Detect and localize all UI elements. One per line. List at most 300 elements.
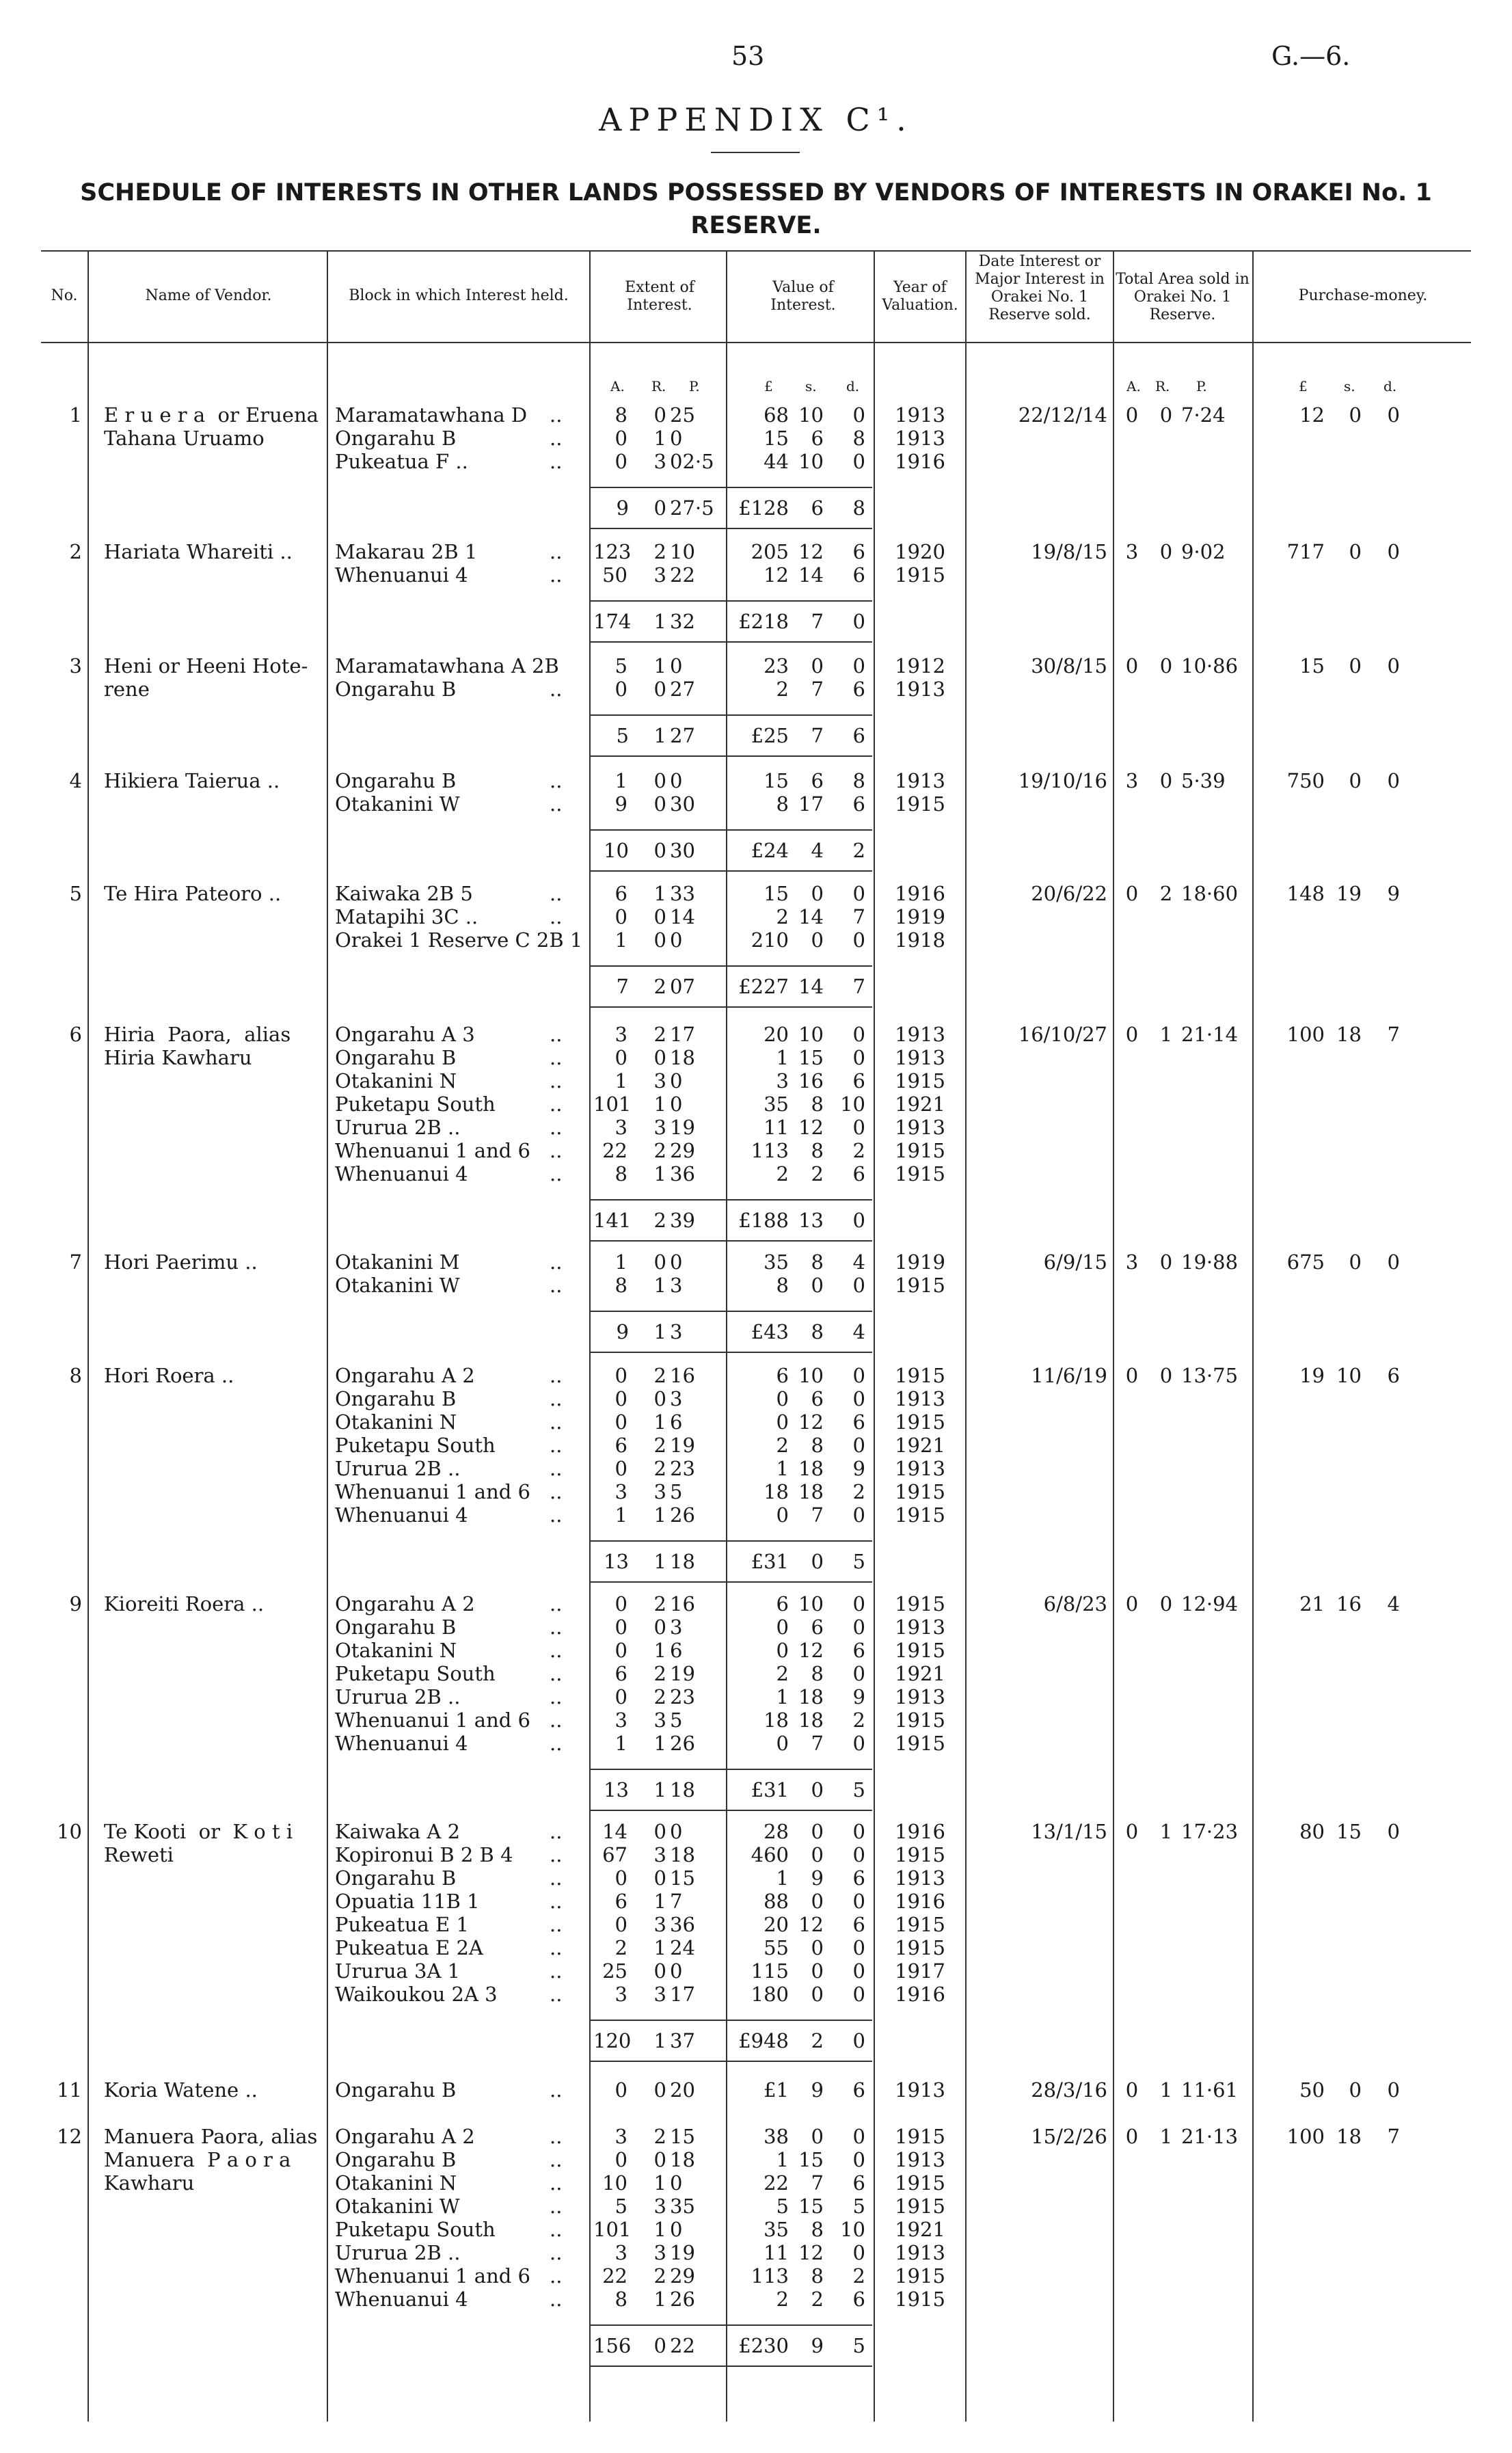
value-shillings: 10 6 12 8 18 18 7 bbox=[798, 1592, 824, 1755]
subtotal-rule bbox=[591, 1352, 872, 1353]
extent-perches: 20 bbox=[670, 2078, 695, 2102]
unit-money-pence: d. bbox=[1383, 378, 1397, 394]
area-perches: 12·94 bbox=[1181, 1592, 1239, 1616]
money-pence: 0 bbox=[1387, 769, 1400, 792]
money-shillings: 0 bbox=[1349, 540, 1362, 563]
value-pounds: 38 1 22 5 35 11 113 2 bbox=[751, 2125, 789, 2311]
area-perches: 21·14 bbox=[1181, 1023, 1239, 1046]
vendor-name: Koria Watene .. bbox=[104, 2078, 258, 2102]
subtotal-rule bbox=[591, 1810, 872, 1811]
value-pence: 8 6 bbox=[852, 769, 865, 816]
subtotal-rule bbox=[591, 528, 872, 529]
extent-acres: 3 0 1 101 3 22 8 bbox=[593, 1023, 632, 1185]
column-divider bbox=[965, 250, 967, 2422]
area-acres: 0 bbox=[1125, 882, 1139, 905]
valuation-year: 1912 1913 bbox=[895, 654, 945, 701]
leader-dots: .. .. bbox=[550, 540, 563, 587]
value-pounds: 15 2 210 bbox=[751, 882, 789, 952]
total-roods: 1 bbox=[653, 610, 666, 633]
extent-acres: 0 bbox=[615, 2078, 627, 2102]
vendor-name: E r u e r a or Eruena Tahana Uruamo bbox=[104, 403, 319, 450]
vendor-number: 10 bbox=[57, 1820, 82, 1843]
series-code: G.—6. bbox=[1271, 41, 1351, 71]
value-pence: 0 6 bbox=[852, 654, 865, 701]
block-names: Ongarahu B Otakanini W bbox=[335, 769, 460, 816]
area-roods: 0 bbox=[1159, 1364, 1173, 1387]
extent-perches: 10 22 bbox=[670, 540, 695, 587]
total-pence: 5 bbox=[852, 2334, 865, 2357]
unit-area-acres: A. bbox=[1126, 378, 1141, 394]
area-perches: 17·23 bbox=[1181, 1820, 1239, 1843]
value-shillings: 10 6 12 8 18 18 7 bbox=[798, 1364, 824, 1527]
value-pence: 0 0 6 0 9 2 0 bbox=[852, 1592, 865, 1755]
vendor-name: Hiria Paora, alias Hiria Kawharu bbox=[104, 1023, 291, 1069]
total-roods: 1 bbox=[653, 1778, 666, 1801]
value-pence: 0 0 6 5 10 0 2 6 bbox=[840, 2125, 865, 2311]
sale-date: 20/6/22 bbox=[1031, 882, 1107, 905]
subtotal-rule bbox=[591, 600, 872, 602]
block-names: Kaiwaka A 2 Kopironui B 2 B 4 Ongarahu B Opuatia 11B 1 Pukeatua E 1 Pukeatua E 2A Ururua 3A 1 Waikoukou 2A 3 bbox=[335, 1820, 513, 2006]
sale-date: 13/1/15 bbox=[1031, 1820, 1107, 1843]
area-acres: 0 bbox=[1125, 1364, 1139, 1387]
leader-dots: .. .. .. .. .. .. .. bbox=[550, 1023, 563, 1185]
column-divider bbox=[1113, 250, 1114, 2422]
extent-roods: 0 bbox=[653, 2078, 666, 2102]
money-pounds: 675 bbox=[1286, 1250, 1325, 1274]
total-perches: 22 bbox=[670, 2334, 695, 2357]
value-pence: 0 0 6 0 9 2 0 bbox=[852, 1364, 865, 1527]
sale-date: 6/9/15 bbox=[1043, 1250, 1107, 1274]
extent-roods: 0 3 0 1 3 1 0 3 bbox=[653, 1820, 666, 2006]
subtotal-rule bbox=[591, 870, 872, 872]
leader-dots: .. .. bbox=[550, 882, 563, 928]
subtotal-rule bbox=[591, 1311, 872, 1312]
vendor-number: 9 bbox=[69, 1592, 82, 1616]
money-pounds: 100 bbox=[1286, 1023, 1325, 1046]
area-roods: 0 bbox=[1159, 540, 1173, 563]
header-area: Total Area sold in Orakei No. 1 Reserve. bbox=[1116, 271, 1250, 323]
extent-roods: 1 0 bbox=[653, 654, 666, 701]
valuation-year: 1919 1915 bbox=[895, 1250, 945, 1297]
total-perches: 18 bbox=[670, 1550, 695, 1573]
area-acres: 0 bbox=[1125, 654, 1139, 678]
column-divider bbox=[874, 250, 875, 2422]
value-pence: 0 7 0 bbox=[852, 882, 865, 952]
total-shillings: 4 bbox=[811, 839, 824, 862]
money-shillings: 18 bbox=[1336, 2125, 1362, 2148]
money-pence: 0 bbox=[1387, 2078, 1400, 2102]
vendor-number: 5 bbox=[69, 882, 82, 905]
area-roods: 1 bbox=[1159, 2125, 1173, 2148]
unit-money-shillings: s. bbox=[1344, 378, 1355, 394]
column-divider bbox=[1252, 250, 1254, 2422]
money-shillings: 0 bbox=[1349, 403, 1362, 427]
extent-roods: 2 0 3 1 3 2 1 bbox=[653, 1023, 666, 1185]
area-roods: 0 bbox=[1159, 1592, 1173, 1616]
sale-date: 30/8/15 bbox=[1031, 654, 1107, 678]
value-shillings: 0 15 7 15 8 12 8 2 bbox=[798, 2125, 824, 2311]
total-acres: 174 bbox=[593, 610, 632, 633]
header-no: No. bbox=[51, 287, 78, 304]
leader-dots: .. .. .. .. .. .. .. .. bbox=[550, 2125, 563, 2311]
area-roods: 2 bbox=[1159, 882, 1173, 905]
subtotal-rule bbox=[591, 1240, 872, 1242]
unit-roods: R. bbox=[651, 378, 666, 394]
total-acres: 13 bbox=[604, 1550, 629, 1573]
total-roods: 0 bbox=[653, 839, 666, 862]
money-pence: 0 bbox=[1387, 1820, 1400, 1843]
valuation-year: 1916 1919 1918 bbox=[895, 882, 945, 952]
vendor-number: 3 bbox=[69, 654, 82, 678]
value-pence: 0 8 0 bbox=[852, 403, 865, 473]
schedule-title: SCHEDULE OF INTERESTS IN OTHER LANDS POSSESSED BY VENDORS OF INTERESTS IN ORAKEI No. 1 RESERVE. bbox=[80, 179, 1432, 239]
total-shillings: 2 bbox=[811, 2029, 824, 2052]
unit-perches: P. bbox=[689, 378, 700, 394]
money-pence: 7 bbox=[1387, 2125, 1400, 2148]
money-pounds: 21 bbox=[1299, 1592, 1325, 1616]
header-block: Block in which Interest held. bbox=[349, 287, 569, 304]
extent-perches: 16 3 6 19 23 5 26 bbox=[670, 1592, 695, 1755]
money-pounds: 15 bbox=[1299, 654, 1325, 678]
value-shillings: 10 6 10 bbox=[798, 403, 824, 473]
area-acres: 0 bbox=[1125, 1023, 1139, 1046]
value-pounds: 35 8 bbox=[764, 1250, 789, 1297]
total-acres: 5 bbox=[616, 724, 629, 747]
total-pounds: £128 bbox=[738, 496, 789, 520]
area-acres: 0 bbox=[1125, 403, 1139, 427]
total-pounds: £230 bbox=[738, 2334, 789, 2357]
sale-date: 6/8/23 bbox=[1043, 1592, 1107, 1616]
value-pounds: 20 1 3 35 11 113 2 bbox=[751, 1023, 789, 1185]
area-acres: 0 bbox=[1125, 2078, 1139, 2102]
total-perches: 27·5 bbox=[670, 496, 714, 520]
value-pounds: 28 460 1 88 20 55 115 180 bbox=[751, 1820, 789, 2006]
total-pounds: £24 bbox=[751, 839, 789, 862]
money-shillings: 19 bbox=[1336, 882, 1362, 905]
subtotal-rule bbox=[591, 1581, 872, 1583]
extent-acres: 5 0 bbox=[615, 654, 627, 701]
value-shillings: 8 0 bbox=[811, 1250, 824, 1297]
block-names: Maramatawhana D Ongarahu B Pukeatua F .. bbox=[335, 403, 528, 473]
value-pounds: 205 12 bbox=[751, 540, 789, 587]
money-pence: 0 bbox=[1387, 540, 1400, 563]
leader-dots: .. .. .. .. .. .. .. bbox=[550, 1364, 563, 1527]
total-roods: 0 bbox=[653, 2334, 666, 2357]
vendor-name: Te Kooti or K o t i Reweti bbox=[104, 1820, 293, 1866]
total-pounds: £43 bbox=[751, 1320, 789, 1343]
value-pounds: £1 bbox=[764, 2078, 789, 2102]
area-roods: 0 bbox=[1159, 403, 1173, 427]
extent-acres: 1 8 bbox=[615, 1250, 627, 1297]
area-perches: 10·86 bbox=[1181, 654, 1239, 678]
total-shillings: 8 bbox=[811, 1320, 824, 1343]
block-names: Ongarahu A 2 Ongarahu B Otakanini N Puketapu South Ururua 2B .. Whenuanui 1 and 6 Whenuanui 4 bbox=[335, 1592, 531, 1755]
valuation-year: 1915 1913 1915 1921 1913 1915 1915 bbox=[895, 1364, 945, 1527]
vendor-number: 12 bbox=[57, 2125, 82, 2148]
subtotal-rule bbox=[591, 755, 872, 757]
column-divider bbox=[589, 250, 591, 2422]
money-pence: 4 bbox=[1387, 1592, 1400, 1616]
subtotal-rule bbox=[591, 1769, 872, 1770]
vendor-number: 2 bbox=[69, 540, 82, 563]
total-acres: 9 bbox=[616, 1320, 629, 1343]
area-acres: 0 bbox=[1125, 1820, 1139, 1843]
total-pence: 0 bbox=[852, 2029, 865, 2052]
valuation-year: 1913 bbox=[895, 2078, 945, 2102]
money-pence: 6 bbox=[1387, 1364, 1400, 1387]
extent-roods: 0 1 bbox=[653, 1250, 666, 1297]
vendor-number: 1 bbox=[69, 403, 82, 427]
column-divider bbox=[87, 250, 89, 2422]
vendor-number: 6 bbox=[69, 1023, 82, 1046]
extent-acres: 0 0 0 6 0 3 1 bbox=[615, 1592, 627, 1755]
vendor-number: 11 bbox=[57, 2078, 82, 2102]
money-pounds: 80 bbox=[1299, 1820, 1325, 1843]
money-pence: 7 bbox=[1387, 1023, 1400, 1046]
column-divider bbox=[327, 250, 328, 2422]
total-pence: 7 bbox=[852, 975, 865, 998]
total-perches: 32 bbox=[670, 610, 695, 633]
header-bottom-rule bbox=[41, 342, 1471, 343]
total-pence: 0 bbox=[852, 1209, 865, 1232]
extent-roods: 2 3 bbox=[653, 540, 666, 587]
extent-roods: 0 0 bbox=[653, 769, 666, 816]
value-shillings: 0 7 bbox=[811, 654, 824, 701]
money-shillings: 16 bbox=[1336, 1592, 1362, 1616]
total-pence: 5 bbox=[852, 1550, 865, 1573]
money-pounds: 717 bbox=[1286, 540, 1325, 563]
subtotal-rule bbox=[591, 714, 872, 716]
vendor-name: Heni or Heeni Hote- rene bbox=[104, 654, 308, 701]
value-pounds: 23 2 bbox=[764, 654, 789, 701]
extent-roods: 1 0 0 bbox=[653, 882, 666, 952]
vendor-number: 8 bbox=[69, 1364, 82, 1387]
extent-roods: 2 0 1 3 1 3 2 1 bbox=[653, 2125, 666, 2311]
subtotal-rule bbox=[591, 965, 872, 967]
sale-date: 19/10/16 bbox=[1018, 769, 1107, 792]
leader-dots: .. .. .. .. .. .. .. bbox=[550, 1592, 563, 1755]
leader-dots: .. .. .. .. .. .. .. .. bbox=[550, 1820, 563, 2006]
total-acres: 13 bbox=[604, 1778, 629, 1801]
valuation-year: 1915 1913 1915 1915 1921 1913 1915 1915 bbox=[895, 2125, 945, 2311]
subtotal-rule bbox=[591, 2365, 872, 2367]
area-perches: 18·60 bbox=[1181, 882, 1239, 905]
total-shillings: 7 bbox=[811, 724, 824, 747]
unit-money-pounds: £ bbox=[1299, 378, 1308, 394]
total-pounds: £31 bbox=[751, 1550, 789, 1573]
extent-perches: 0 27 bbox=[670, 654, 695, 701]
leader-dots: .. .. bbox=[550, 769, 563, 816]
area-roods: 0 bbox=[1159, 769, 1173, 792]
value-shillings: 0 0 9 0 12 0 0 0 bbox=[798, 1820, 824, 2006]
block-names: Maramatawhana A 2B Ongarahu B bbox=[335, 654, 559, 701]
subtotal-rule bbox=[591, 641, 872, 643]
extent-acres: 123 50 bbox=[593, 540, 632, 587]
total-perches: 30 bbox=[670, 839, 695, 862]
total-perches: 18 bbox=[670, 1778, 695, 1801]
total-roods: 0 bbox=[653, 496, 666, 520]
block-names: Ongarahu A 2 Ongarahu B Otakanini N Puketapu South Ururua 2B .. Whenuanui 1 and 6 Whenuanui 4 bbox=[335, 1364, 531, 1527]
value-pence: 0 0 6 0 6 0 0 0 bbox=[852, 1820, 865, 2006]
total-pounds: £948 bbox=[738, 2029, 789, 2052]
block-names: Ongarahu A 2 Ongarahu B Otakanini N Otakanini W Puketapu South Ururua 2B .. Whenuanui 1 and 6 Whenuanui 4 bbox=[335, 2125, 531, 2311]
total-roods: 2 bbox=[653, 975, 666, 998]
extent-perches: 15 18 0 35 0 19 29 26 bbox=[670, 2125, 695, 2311]
money-pounds: 148 bbox=[1286, 882, 1325, 905]
header-money: Purchase-money. bbox=[1298, 287, 1428, 304]
area-roods: 0 bbox=[1159, 1250, 1173, 1274]
header-name: Name of Vendor. bbox=[145, 287, 272, 304]
extent-roods: 2 0 1 2 2 3 1 bbox=[653, 1364, 666, 1527]
total-pence: 6 bbox=[852, 724, 865, 747]
total-perches: 39 bbox=[670, 1209, 695, 1232]
extent-acres: 3 0 10 5 101 3 22 8 bbox=[593, 2125, 632, 2311]
value-pence: 0 0 6 10 0 2 6 bbox=[840, 1023, 865, 1185]
total-roods: 2 bbox=[653, 1209, 666, 1232]
value-pence: 6 6 bbox=[852, 540, 865, 587]
money-shillings: 0 bbox=[1349, 2078, 1362, 2102]
subtotal-rule bbox=[591, 2020, 872, 2021]
vendor-name: Hikiera Taierua .. bbox=[104, 769, 280, 792]
block-names: Kaiwaka 2B 5 Matapihi 3C .. Orakei 1 Reserve C 2B 1 bbox=[335, 882, 583, 952]
extent-perches: 0 3 bbox=[670, 1250, 683, 1297]
area-perches: 21·13 bbox=[1181, 2125, 1239, 2148]
area-perches: 19·88 bbox=[1181, 1250, 1239, 1274]
valuation-year: 1915 1913 1915 1921 1913 1915 1915 bbox=[895, 1592, 945, 1755]
column-divider bbox=[726, 250, 727, 2422]
value-shillings: 6 17 bbox=[798, 769, 824, 816]
unit-pence: d. bbox=[846, 378, 860, 394]
total-pounds: £188 bbox=[738, 1209, 789, 1232]
extent-acres: 0 0 0 6 0 3 1 bbox=[615, 1364, 627, 1527]
area-acres: 0 bbox=[1125, 2125, 1139, 2148]
header-year: Year of Valuation. bbox=[882, 279, 958, 314]
area-perches: 9·02 bbox=[1181, 540, 1226, 563]
total-pence: 4 bbox=[852, 1320, 865, 1343]
page-number: 53 bbox=[731, 41, 765, 71]
total-shillings: 7 bbox=[811, 610, 824, 633]
extent-acres: 6 0 1 bbox=[615, 882, 627, 952]
valuation-year: 1916 1915 1913 1916 1915 1915 1917 1916 bbox=[895, 1820, 945, 2006]
sale-date: 19/8/15 bbox=[1031, 540, 1107, 563]
block-names: Makarau 2B 1 Whenuanui 4 bbox=[335, 540, 478, 587]
unit-area-roods: R. bbox=[1155, 378, 1170, 394]
money-pence: 0 bbox=[1387, 403, 1400, 427]
block-names: Otakanini M Otakanini W bbox=[335, 1250, 460, 1297]
total-shillings: 0 bbox=[811, 1550, 824, 1573]
total-roods: 1 bbox=[653, 1550, 666, 1573]
money-pounds: 12 bbox=[1299, 403, 1325, 427]
leader-dots: .. .. .. bbox=[550, 403, 563, 473]
total-shillings: 0 bbox=[811, 1778, 824, 1801]
vendor-name: Kioreiti Roera .. bbox=[104, 1592, 265, 1616]
total-pence: 5 bbox=[852, 1778, 865, 1801]
area-perches: 11·61 bbox=[1181, 2078, 1239, 2102]
sale-date: 16/10/27 bbox=[1018, 1023, 1107, 1046]
total-pence: 2 bbox=[852, 839, 865, 862]
vendor-number: 4 bbox=[69, 769, 82, 792]
money-pence: 0 bbox=[1387, 1250, 1400, 1274]
value-pounds: 6 0 0 2 1 18 0 bbox=[764, 1592, 789, 1755]
subtotal-rule bbox=[591, 1199, 872, 1201]
money-pounds: 750 bbox=[1286, 769, 1325, 792]
total-pounds: £227 bbox=[738, 975, 789, 998]
area-roods: 1 bbox=[1159, 1820, 1173, 1843]
value-shillings: 10 15 16 8 12 8 2 bbox=[798, 1023, 824, 1185]
table-top-rule bbox=[41, 250, 1471, 252]
extent-roods: 2 0 1 2 2 3 1 bbox=[653, 1592, 666, 1755]
total-roods: 1 bbox=[653, 724, 666, 747]
total-shillings: 13 bbox=[798, 1209, 824, 1232]
title-rule bbox=[711, 152, 800, 153]
leader-dots: .. .. bbox=[550, 1250, 563, 1297]
area-roods: 1 bbox=[1159, 2078, 1173, 2102]
total-pounds: £25 bbox=[751, 724, 789, 747]
subtotal-rule bbox=[591, 2061, 872, 2062]
vendor-name: Hariata Whareiti .. bbox=[104, 540, 293, 563]
money-pounds: 19 bbox=[1299, 1364, 1325, 1387]
extent-perches: 17 18 0 0 19 29 36 bbox=[670, 1023, 695, 1185]
total-perches: 37 bbox=[670, 2029, 695, 2052]
total-shillings: 6 bbox=[811, 496, 824, 520]
value-shillings: 9 bbox=[811, 2078, 824, 2102]
area-acres: 3 bbox=[1125, 769, 1139, 792]
total-shillings: 9 bbox=[811, 2334, 824, 2357]
extent-acres: 8 0 0 bbox=[615, 403, 627, 473]
vendor-name: Hori Paerimu .. bbox=[104, 1250, 258, 1274]
total-acres: 10 bbox=[604, 839, 629, 862]
total-roods: 1 bbox=[653, 2029, 666, 2052]
area-acres: 3 bbox=[1125, 540, 1139, 563]
value-pounds: 68 15 44 bbox=[764, 403, 789, 473]
total-acres: 156 bbox=[593, 2334, 632, 2357]
money-shillings: 0 bbox=[1349, 769, 1362, 792]
header-extent: Extent of Interest. bbox=[625, 279, 694, 314]
sale-date: 22/12/14 bbox=[1018, 403, 1107, 427]
value-shillings: 12 14 bbox=[798, 540, 824, 587]
money-shillings: 18 bbox=[1336, 1023, 1362, 1046]
total-pence: 0 bbox=[852, 610, 865, 633]
total-shillings: 14 bbox=[798, 975, 824, 998]
extent-perches: 25 0 02·5 bbox=[670, 403, 714, 473]
extent-acres: 1 9 bbox=[615, 769, 627, 816]
area-acres: 0 bbox=[1125, 1592, 1139, 1616]
vendor-name: Te Hira Pateoro .. bbox=[104, 882, 282, 905]
money-pence: 9 bbox=[1387, 882, 1400, 905]
total-perches: 3 bbox=[670, 1320, 683, 1343]
vendor-name: Hori Roera .. bbox=[104, 1364, 234, 1387]
sale-date: 15/2/26 bbox=[1031, 2125, 1107, 2148]
unit-area-perches: P. bbox=[1196, 378, 1207, 394]
total-acres: 120 bbox=[593, 2029, 632, 2052]
area-acres: 3 bbox=[1125, 1250, 1139, 1274]
leader-dots: .. bbox=[550, 678, 563, 701]
total-pence: 8 bbox=[852, 496, 865, 520]
subtotal-rule bbox=[591, 1006, 872, 1008]
header-value: Value of Interest. bbox=[770, 279, 836, 314]
value-shillings: 0 14 0 bbox=[798, 882, 824, 952]
area-roods: 1 bbox=[1159, 1023, 1173, 1046]
vendor-name: Manuera Paora, alias Manuera P a o r a Kawharu bbox=[104, 2125, 318, 2195]
extent-acres: 14 67 0 6 0 2 25 3 bbox=[602, 1820, 627, 2006]
valuation-year: 1913 1913 1916 bbox=[895, 403, 945, 473]
vendor-number: 7 bbox=[69, 1250, 82, 1274]
extent-roods: 0 1 3 bbox=[653, 403, 666, 473]
extent-perches: 0 18 15 7 36 24 0 17 bbox=[670, 1820, 695, 2006]
area-perches: 13·75 bbox=[1181, 1364, 1239, 1387]
valuation-year: 1920 1915 bbox=[895, 540, 945, 587]
money-shillings: 10 bbox=[1336, 1364, 1362, 1387]
